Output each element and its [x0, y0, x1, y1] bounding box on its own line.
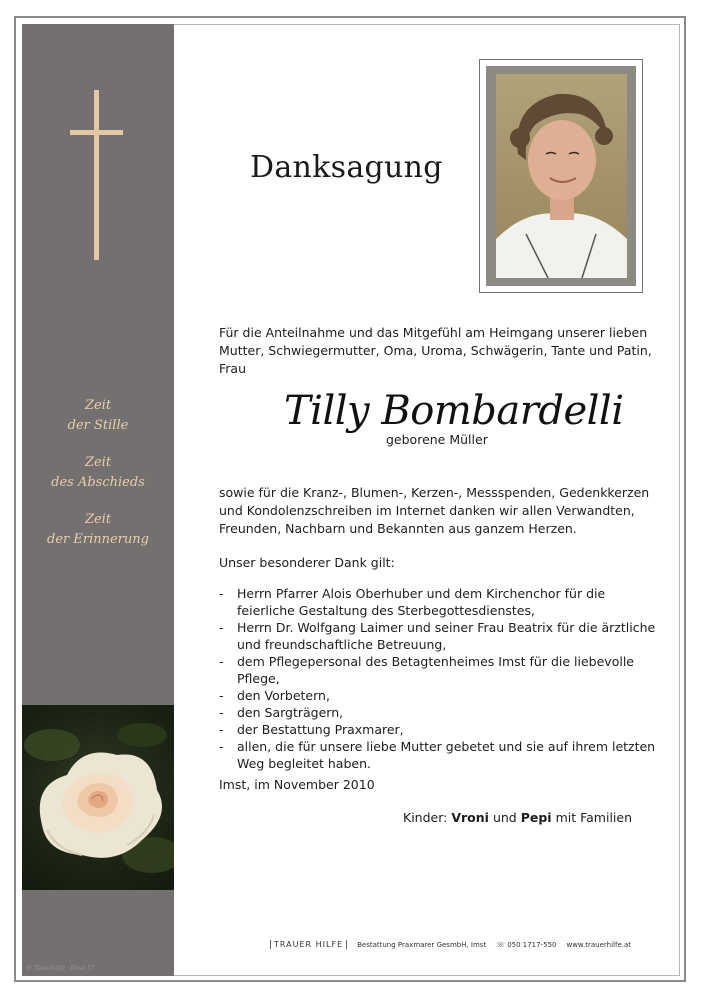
thanks-list [219, 585, 659, 772]
footer-company: Bestattung Praxmarer GesmbH, Imst [357, 940, 487, 949]
signature-conjunction: und [492, 810, 517, 825]
footer-web: www.trauerhilfe.at [566, 940, 632, 949]
list-item: - den Sargträgern, [219, 705, 344, 720]
footer-phone: ☏ 050 1717-550 [496, 940, 557, 949]
footer-logo: TRAUER HILFE [270, 940, 347, 949]
portrait-frame [479, 59, 643, 293]
list-item: - Herrn Pfarrer Alois Oberhuber und dem Kirchenchor für die feierliche Gestaltung des Sterbegottesdienstes, [219, 586, 606, 618]
list-item-text: dem Pflegepersonal des Betagtenheimes Imst für die liebevolle Pflege, [237, 654, 634, 686]
verse [22, 396, 174, 436]
list-item-text: Herrn Dr. Wolfgang Laimer und seiner Frau Beatrix für die ärztliche und freundschaftliche Betreuung, [237, 620, 656, 652]
list-item: - Herrn Dr. Wolfgang Laimer und seiner Frau Beatrix für die ärztliche und freundschaftliche Betreuung, [219, 620, 656, 652]
place-date: Imst, im November 2010 [219, 777, 375, 792]
portrait-mat [486, 66, 636, 286]
sidebar-verses [22, 396, 174, 567]
verse [22, 453, 174, 493]
page-title: Danksagung [250, 150, 443, 185]
list-item-text: allen, die für unsere liebe Mutter gebetet und sie auf ihrem letzten Weg begleitet haben. [237, 739, 656, 771]
list-item: - allen, die für unsere liebe Mutter gebetet und sie auf ihrem letzten Weg begleitet haben. [219, 739, 656, 771]
verse [22, 510, 174, 550]
list-item-text: der Bestattung Praxmarer, [237, 722, 404, 737]
list-item-text: den Sargträgern, [237, 705, 344, 720]
list-item: - den Vorbetern, [219, 688, 330, 703]
footer [270, 940, 632, 949]
deceased-name: Tilly Bombardelli [284, 388, 624, 434]
list-item: - dem Pflegepersonal des Betagtenheimes Imst für die liebevolle Pflege, [219, 654, 634, 686]
rose-image [22, 705, 174, 890]
signature-name: Vroni [451, 810, 489, 825]
maiden-name: geborene Müller [386, 432, 488, 447]
sidebar [22, 24, 174, 976]
signature-suffix: mit Familien [555, 810, 633, 825]
image-credit: © Tauerhilfe · Rose 57 [26, 965, 95, 972]
special-thanks-heading: Unser besonderer Dank gilt: [219, 555, 395, 570]
verse-line: des Abschieds [51, 475, 145, 490]
list-item-text: Herrn Pfarrer Alois Oberhuber und dem Kirchenchor für die feierliche Gestaltung des Sterbegottesdienstes, [237, 586, 606, 618]
verse-line: Zeit [84, 455, 112, 470]
signature-name: Pepi [520, 810, 552, 825]
verse-line: der Erinnerung [47, 532, 149, 547]
list-item-text: den Vorbetern, [237, 688, 330, 703]
verse-line: der Stille [67, 418, 129, 433]
thanks-paragraph: sowie für die Kranz-, Blumen-, Kerzen-, Messspenden, Gedenkkerzen und Kondolenzschreiben im Internet danken wir allen Verwandten, Freunden, Nachbarn und Bekannten aus ganzem Herzen. [219, 485, 650, 536]
signature-prefix: Kinder: [403, 810, 448, 825]
verse-line: Zeit [84, 398, 112, 413]
verse-line: Zeit [84, 512, 112, 527]
intro-paragraph: Für die Anteilnahme und das Mitgefühl am Heimgang unserer lieben Mutter, Schwiegermutter, Oma, Uroma, Schwägerin, Tante und Patin, Frau [219, 325, 652, 376]
footer-phone-number: 050 1717-550 [507, 940, 557, 949]
list-item: - der Bestattung Praxmarer, [219, 722, 404, 737]
portrait-photo [496, 74, 627, 278]
signature-line [403, 809, 663, 827]
